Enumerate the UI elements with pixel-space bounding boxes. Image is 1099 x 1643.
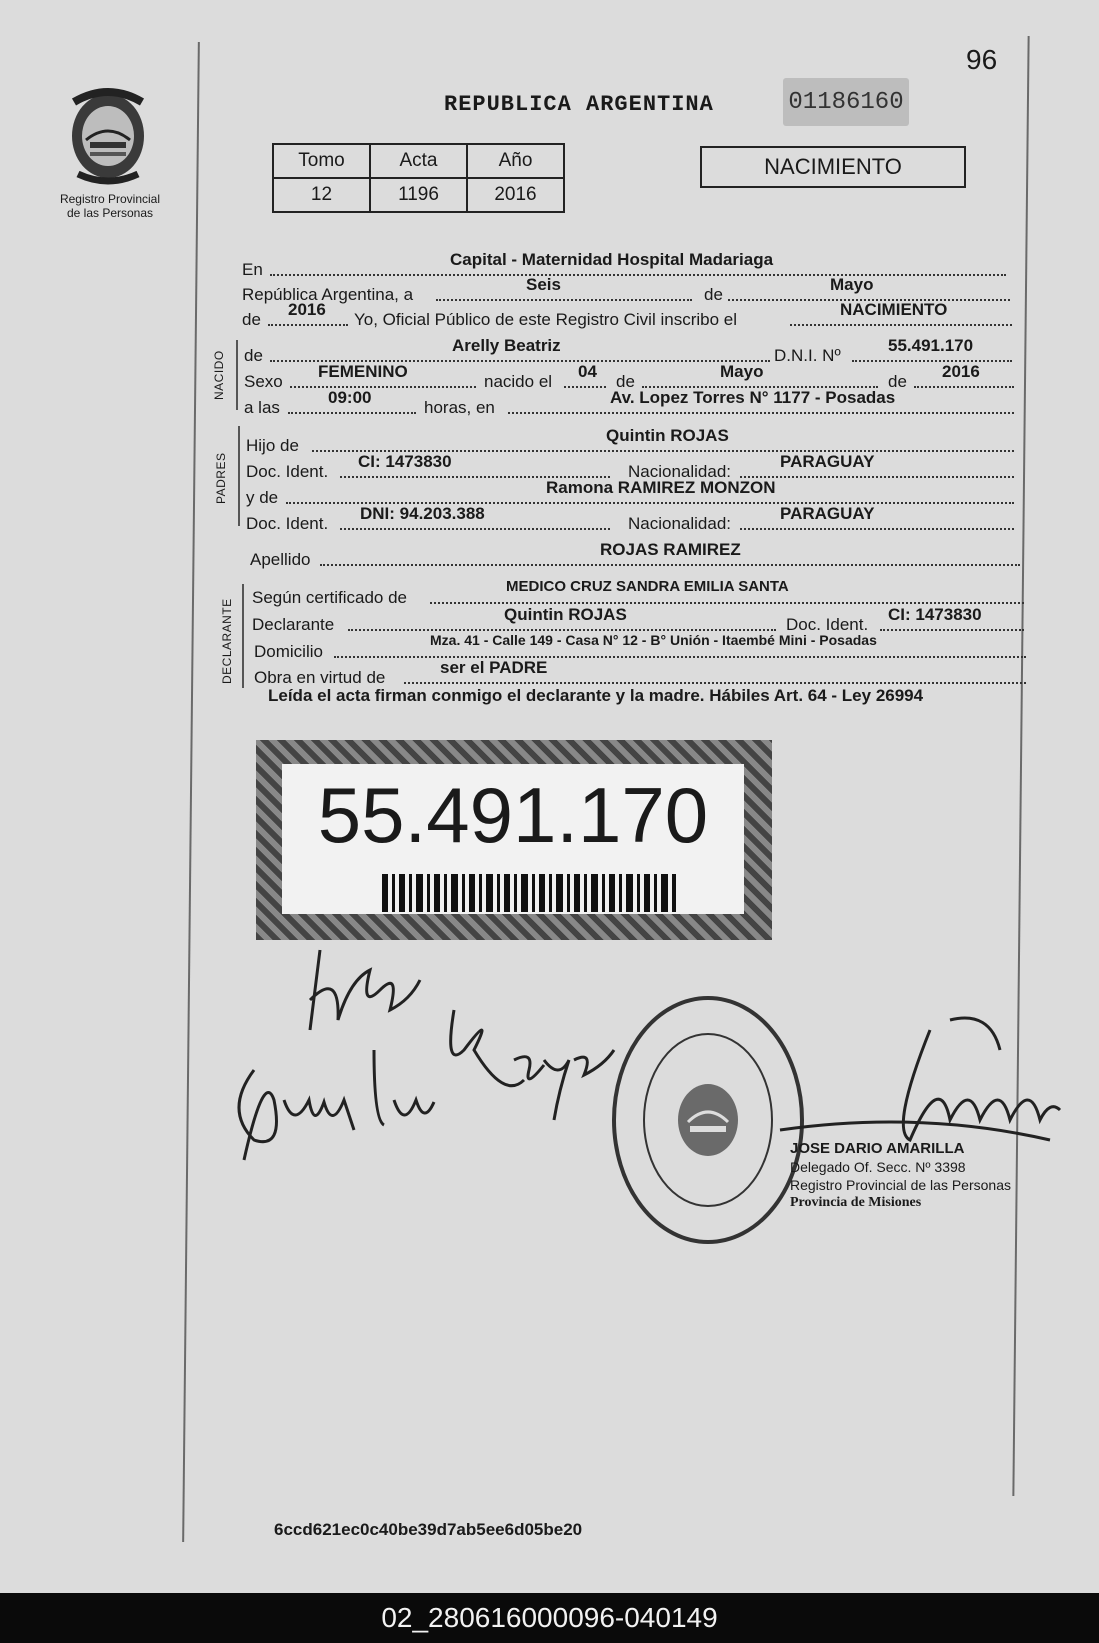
dia-value: Seis: [526, 275, 561, 294]
document-heading: REPUBLICA ARGENTINA: [444, 92, 714, 117]
right-margin-line: [1012, 36, 1029, 1496]
madre-value: Ramona RAMIREZ MONZON: [546, 478, 776, 497]
inscribo-value: NACIMIENTO: [840, 300, 948, 319]
en-value: Capital - Maternidad Hospital Madariaga: [450, 250, 774, 269]
nacido-de-label: de: [616, 372, 635, 391]
hora-value: 09:00: [328, 388, 372, 407]
de2-label: de: [242, 310, 261, 329]
de-label: de: [704, 285, 723, 304]
nac2-label: Nacionalidad:: [628, 514, 732, 533]
doc2-label: Doc. Ident.: [246, 514, 329, 533]
record-type-box: NACIMIENTO: [700, 146, 966, 188]
padres-bracket: [238, 426, 240, 526]
official-role: Delegado Of. Secc. Nº 3398: [790, 1159, 966, 1175]
registry-value-tomo: 12: [273, 178, 370, 212]
registry-header-tomo: Tomo: [273, 144, 370, 178]
official-stamp: [790, 1140, 1011, 1212]
obra-value: ser el PADRE: [440, 658, 548, 677]
nacido-mes: Mayo: [720, 362, 764, 381]
misiones-coat-of-arms-logo: [60, 82, 156, 186]
serial-number: 01186160: [783, 78, 909, 126]
registry-header-acta: Acta: [370, 144, 467, 178]
anio-value: 2016: [288, 300, 326, 319]
registry-table: [272, 143, 565, 213]
final-note: Leída el acta firman conmigo el declarante y la madre. Hábiles Art. 64 - Ley 26994: [268, 686, 924, 705]
declarante-value: Quintin ROJAS: [504, 605, 627, 624]
dni-badge-inner: [282, 764, 744, 914]
dni-value: 55.491.170: [888, 336, 974, 355]
hora-label: a las: [244, 398, 280, 417]
logo-caption: [40, 192, 180, 220]
doc2-value: DNI: 94.203.388: [360, 504, 485, 523]
certificado-value: MEDICO CRUZ SANDRA EMILIA SANTA: [506, 578, 789, 595]
lugar-value: Av. Lopez Torres N° 1177 - Posadas: [610, 388, 896, 407]
nombre-value: Arelly Beatriz: [452, 336, 561, 355]
doc1-label: Doc. Ident.: [246, 462, 329, 481]
dni-badge: [256, 740, 772, 940]
dni-badge-number: 55.491.170: [317, 771, 709, 859]
nac1-value: PARAGUAY: [780, 452, 875, 471]
footer-id-strip: 02_280616000096-040149: [0, 1593, 1099, 1643]
dotted-line: [436, 281, 692, 301]
registry-table-header-row: [273, 144, 564, 178]
side-label-padres: PADRES: [214, 452, 228, 504]
yde-label: y de: [246, 488, 279, 507]
official-province: Provincia de Misiones: [790, 1195, 922, 1210]
official-office: Registro Provincial de las Personas: [790, 1177, 1011, 1193]
horas-label: horas, en: [424, 398, 495, 417]
left-margin-line: [182, 42, 200, 1542]
decl-doc-label: Doc. Ident.: [786, 615, 869, 634]
page-number: 96: [966, 44, 998, 75]
registry-header-anio: Año: [467, 144, 564, 178]
registry-value-anio: 2016: [467, 178, 564, 212]
nac2-value: PARAGUAY: [780, 504, 875, 523]
en-label: En: [242, 260, 263, 279]
side-label-declarante: DECLARANTE: [220, 598, 234, 684]
dni-label: D.N.I. Nº: [774, 346, 841, 365]
barcode-icon: [382, 874, 682, 912]
declarante-bracket: [242, 584, 244, 688]
decl-doc-value: CI: 1473830: [888, 605, 982, 624]
registry-table-value-row: [273, 178, 564, 212]
doc1-value: CI: 1473830: [358, 452, 452, 471]
domicilio-label: Domicilio: [254, 642, 323, 661]
nombre-label: de: [244, 346, 263, 365]
nacido-dia: 04: [578, 362, 597, 381]
obra-label: Obra en virtud de: [254, 668, 386, 687]
padre-value: Quintin ROJAS: [606, 426, 729, 445]
declarante-label: Declarante: [252, 615, 335, 634]
apellido-value: ROJAS RAMIREZ: [600, 540, 741, 559]
oficial-label: Yo, Oficial Público de este Registro Civil inscribo el: [354, 310, 737, 329]
nacido-label: nacido el: [484, 372, 553, 391]
side-label-nacido: NACIDO: [212, 350, 226, 400]
official-name: JOSE DARIO AMARILLA: [790, 1140, 965, 1157]
declarant-signature: [224, 990, 624, 1170]
apellido-label: Apellido: [250, 550, 311, 569]
certificado-label: Según certificado de: [252, 588, 407, 607]
document-hash: 6ccd621ec0c40be39d7ab5ee6d05be20: [274, 1520, 583, 1539]
nac1-label: Nacionalidad:: [628, 462, 732, 481]
sexo-value: FEMENINO: [318, 362, 408, 381]
nacido-de2-label: de: [888, 372, 907, 391]
logo-caption-line2: de las Personas: [66, 206, 154, 220]
registry-value-acta: 1196: [370, 178, 467, 212]
hijo-label: Hijo de: [246, 436, 299, 455]
official-signature: [770, 1010, 1070, 1160]
republica-label: República Argentina, a: [242, 285, 414, 304]
logo-caption-line1: Registro Provincial: [59, 192, 161, 206]
sexo-label: Sexo: [244, 372, 283, 391]
nacido-bracket: [236, 340, 238, 410]
nacido-anio: 2016: [942, 362, 980, 381]
domicilio-value: Mza. 41 - Calle 149 - Casa N° 12 - B° Unión - Itaembé Mini - Posadas: [430, 632, 877, 648]
mes-value: Mayo: [830, 275, 874, 294]
